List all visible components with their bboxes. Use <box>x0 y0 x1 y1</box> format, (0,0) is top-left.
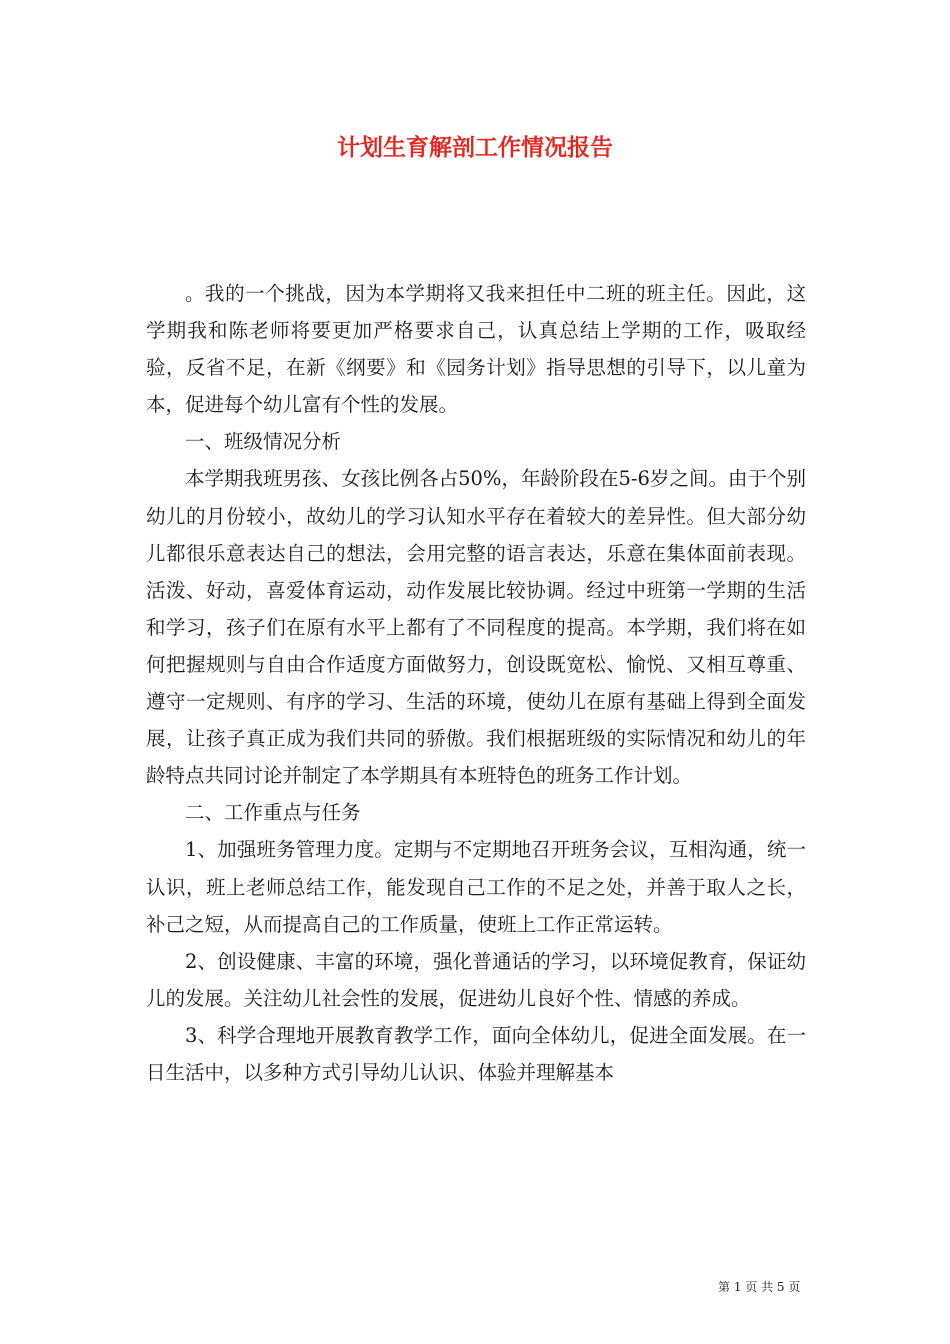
page-number-footer: 第 1 页 共 5 页 <box>718 1280 801 1294</box>
document-title: 计划生育解剖工作情况报告 <box>337 134 613 161</box>
paragraph-task-3: 3、科学合理地开展教育教学工作，面向全体幼儿，促进全面发展。在一日生活中，以多种方式引导幼儿认识、体验并理解基本 <box>146 1023 806 1084</box>
section-heading-class-analysis: 一、班级情况分析 <box>185 430 342 454</box>
paragraph-class-analysis: 本学期我班男孩、女孩比例各占50%，年龄阶段在5-6岁之间。由于个别幼儿的月份较小，故幼儿的学习认知水平存在着较大的差异性。但大部分幼儿都很乐意表达自己的想法，会用完整的语言表达，乐意在集体面前表现。活泼、好动，喜爱体育运动，动作发展比较协调。经过中班第一学期的生活和学习，孩子们在原有水平上都有了不同程度的提高。本学期，我们将在如何把握规则与自由合作适度方面做努力，创设既宽松、愉悦、又相互尊重、遵守一定规则、有序的学习、生活的环境，使幼儿在原有基础上得到全面发展，让孩子真正成为我们共同的骄傲。我们根据班级的实际情况和幼儿的年龄特点共同讨论并制定了本学期具有本班特色的班务工作计划。 <box>146 467 806 788</box>
document-body <box>146 275 806 1091</box>
section-heading-key-tasks: 二、工作重点与任务 <box>185 801 361 825</box>
paragraph-task-2: 2、创设健康、丰富的环境，强化普通话的学习，以环境促教育，保证幼儿的发展。关注幼儿社会性的发展，促进幼儿良好个性、情感的养成。 <box>146 949 806 1010</box>
paragraph-intro: 。我的一个挑战，因为本学期将又我来担任中二班的班主任。因此，这学期我和陈老师将要更加严格要求自己，认真总结上学期的工作，吸取经验，反省不足，在新《纲要》和《园务计划》指导思想的引导下，以儿童为本，促进每个幼儿富有个性的发展。 <box>146 282 806 417</box>
paragraph-task-1: 1、加强班务管理力度。定期与不定期地召开班务会议，互相沟通，统一认识，班上老师总结工作，能发现自己工作的不足之处，并善于取人之长，补己之短，从而提高自己的工作质量，使班上工作正常运转。 <box>146 838 806 936</box>
